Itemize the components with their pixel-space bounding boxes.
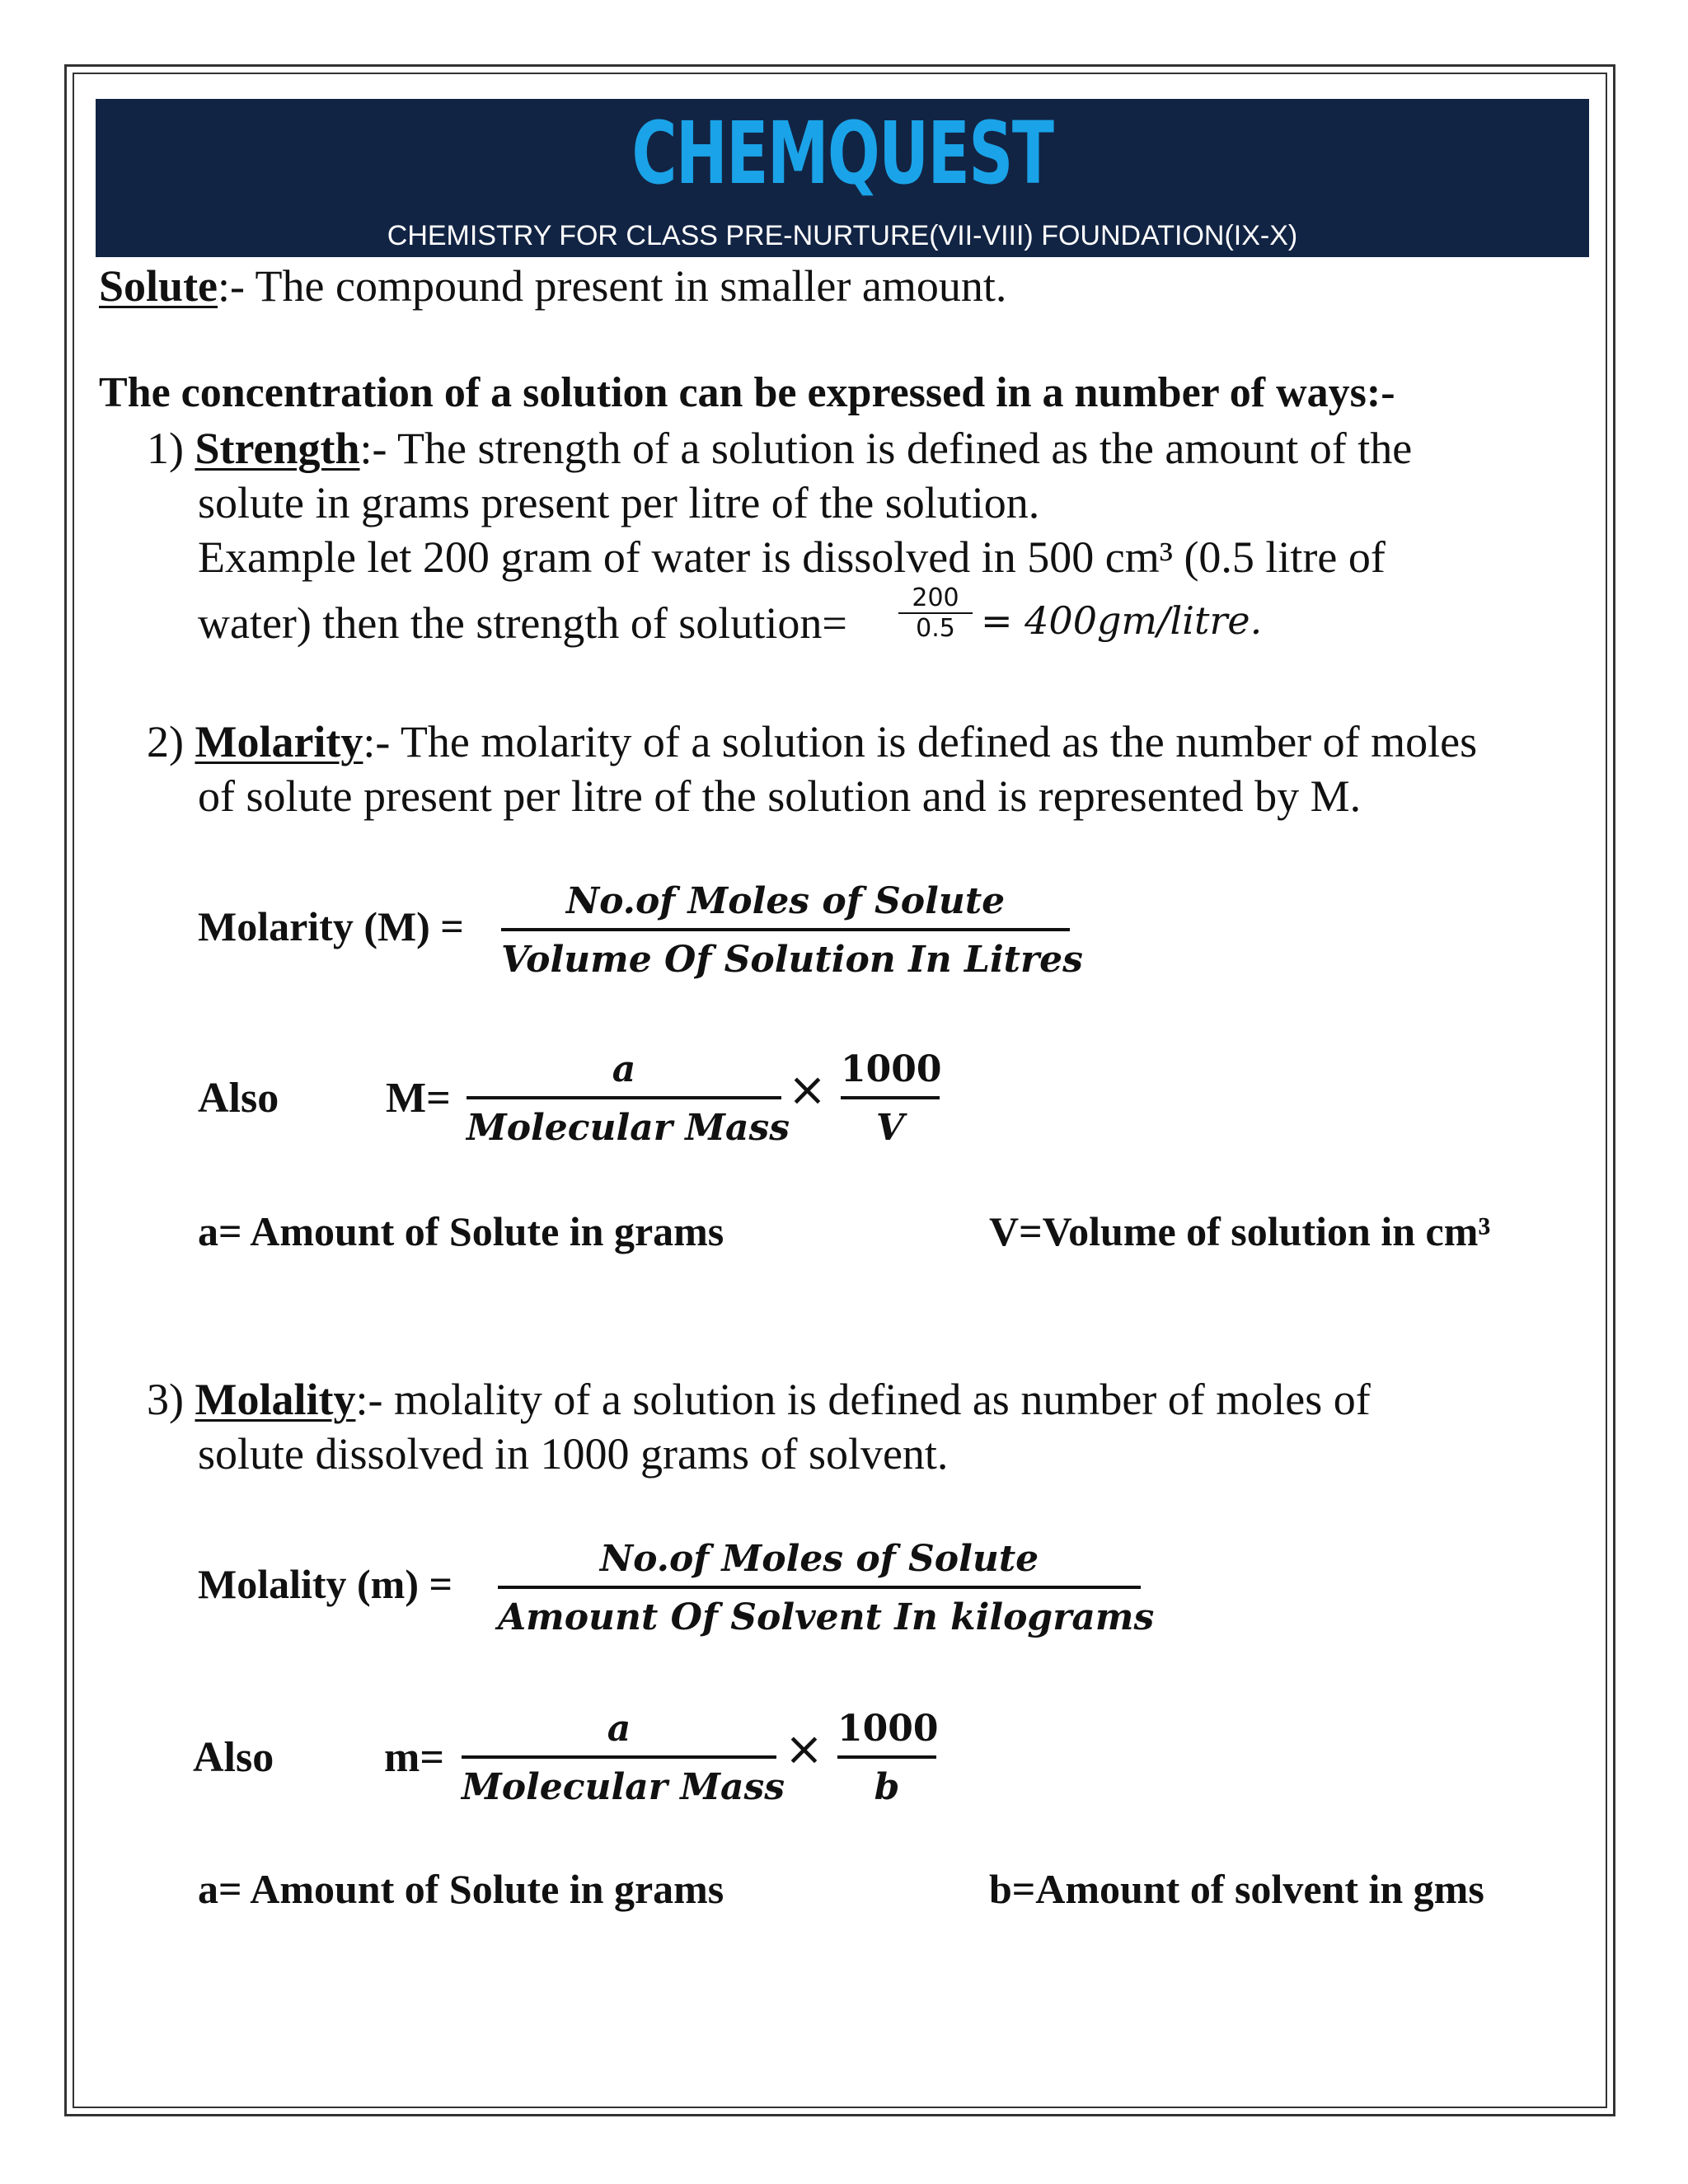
molality-def-b: b=Amount of solvent in gms [989, 1866, 1484, 1912]
molarity-formula-num: No.of Moles of Solute [565, 880, 1006, 922]
concentration-intro: The concentration of a solution can be expressed in a number of ways:- [99, 369, 1395, 416]
molality-formula-label: Molality (m) = [198, 1561, 452, 1607]
molality-def-a: a= Amount of Solute in grams [198, 1866, 724, 1912]
molarity-also2-num: 1000 [841, 1048, 942, 1090]
strength-example-line2: water) then the strength of solution= [198, 598, 847, 648]
molality-also2-num: 1000 [837, 1708, 939, 1750]
strength-frac-num: 200 [912, 583, 959, 612]
molality-formula-fraction [498, 1533, 1155, 1647]
molality-also-num: a [607, 1708, 631, 1750]
molarity-also-fraction [467, 1043, 790, 1157]
strength-line1 [147, 422, 1412, 476]
molarity-also2-fraction [841, 1043, 940, 1157]
molality-line2: solute dissolved in 1000 grams of solvent. [198, 1429, 949, 1479]
molarity-times: × [788, 1063, 827, 1117]
molality-line1 [147, 1373, 1371, 1427]
molarity-also-lhs: M= [386, 1075, 451, 1122]
strength-text1: :- The strength of a solution is defined as the amount of the [359, 424, 1413, 473]
solute-text: :- The compound present in smaller amount. [218, 261, 1007, 311]
banner-subtitle: CHEMISTRY FOR CLASS PRE-NURTURE(VII-VIII) FOUNDATION(IX-X) [387, 220, 1298, 251]
molarity-also-num: a [612, 1048, 636, 1090]
molarity-formula-fraction [501, 875, 1083, 989]
molality-also2-den: b [874, 1766, 900, 1808]
header-banner [96, 99, 1589, 257]
strength-fraction [898, 583, 973, 643]
molarity-formula-label: Molarity (M) = [198, 903, 464, 949]
molarity-formula-den: Volume Of Solution In Litres [501, 939, 1083, 981]
molarity-also-label: Also [198, 1075, 279, 1122]
strength-frac-den: 0.5 [916, 614, 955, 643]
strength-result: = 400gm/litre. [981, 598, 1263, 643]
molality-also-lhs: m= [384, 1734, 444, 1781]
molality-also-fraction [462, 1703, 785, 1816]
banner-title: CHEMQUEST [631, 103, 1053, 204]
solute-definition [99, 260, 1006, 313]
molarity-line2: of solute present per litre of the solution and is represented by M. [198, 771, 1362, 821]
molality-text1: :- molality of a solution is defined as number of moles of [355, 1375, 1371, 1424]
molality-times: × [785, 1722, 823, 1776]
molality-also-label: Also [193, 1734, 274, 1781]
molality-also-den: Molecular Mass [462, 1766, 785, 1808]
molality-also2-fraction [837, 1703, 939, 1816]
molality-term: Molality [195, 1375, 356, 1424]
molarity-def-a: a= Amount of Solute in grams [198, 1208, 724, 1254]
strength-term: Strength [195, 424, 360, 473]
molarity-text1: :- The molarity of a solution is defined as the number of moles [363, 717, 1478, 766]
molarity-term: Molarity [195, 717, 363, 766]
molarity-also-den: Molecular Mass [467, 1107, 790, 1149]
molality-number: 3) [147, 1375, 184, 1424]
molality-formula-num: No.of Moles of Solute [599, 1538, 1039, 1580]
strength-example-line1: Example let 200 gram of water is dissolved in 500 cm³ (0.5 litre of [198, 532, 1386, 582]
molality-formula-den: Amount Of Solvent In kilograms [498, 1596, 1155, 1638]
molarity-def-v: V=Volume of solution in cm³ [989, 1208, 1491, 1254]
molarity-line1 [147, 715, 1477, 769]
molarity-also2-den: V [875, 1107, 905, 1149]
molarity-number: 2) [147, 717, 184, 766]
solute-term: Solute [99, 261, 218, 311]
strength-line2: solute in grams present per litre of the solution. [198, 478, 1040, 527]
strength-number: 1) [147, 424, 184, 473]
